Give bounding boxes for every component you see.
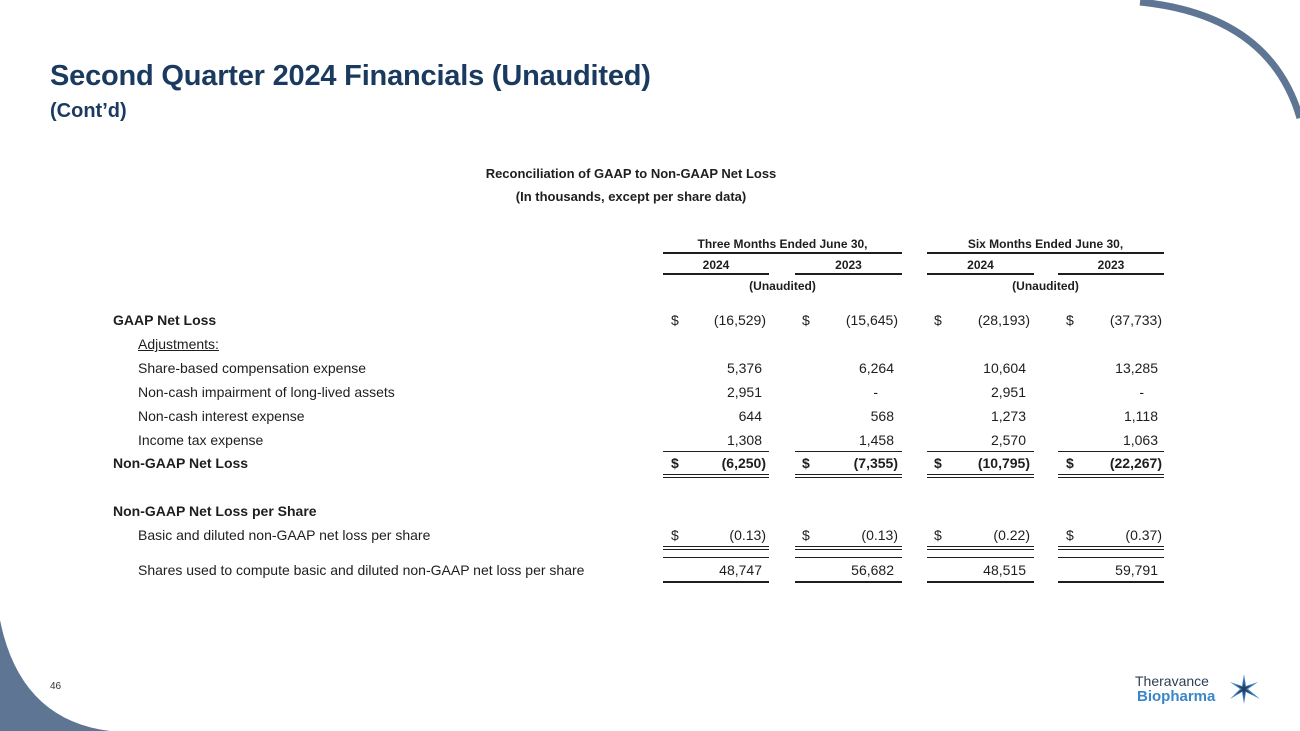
year-header: 2024 [967, 258, 994, 272]
cell-value: 2,951 [990, 384, 1026, 400]
cell-value: 48,515 [983, 562, 1026, 578]
currency-symbol: $ [671, 312, 679, 328]
table-row [0, 360, 1300, 378]
star-burst-icon [1227, 673, 1261, 705]
total-double-line [1058, 546, 1164, 547]
cell-value: - [873, 384, 878, 400]
divider [1058, 273, 1164, 275]
table-row [0, 527, 1300, 545]
currency-symbol: $ [1066, 455, 1074, 471]
page-subtitle: (Cont’d) [50, 100, 127, 122]
cell-value: 1,118 [1124, 408, 1158, 424]
period-header-three-months: Three Months Ended June 30, [697, 237, 868, 251]
period-header-six-months: Six Months Ended June 30, [967, 237, 1124, 251]
divider [795, 273, 902, 275]
year-header: 2024 [702, 258, 730, 272]
total-double-line [663, 477, 769, 478]
bottom-line [663, 581, 769, 583]
cell-value: 59,791 [1115, 562, 1158, 578]
top-line [927, 557, 1034, 558]
cell-value: (0.13) [861, 527, 898, 543]
cell-value: (6,250) [721, 455, 766, 471]
unaudited-label: (Unaudited) [749, 279, 816, 293]
cell-value: 2,951 [726, 384, 762, 400]
cell-value: (7,355) [853, 455, 898, 471]
table-row [0, 562, 1300, 580]
table-row [0, 384, 1300, 402]
total-double-line [795, 477, 902, 478]
divider [663, 273, 769, 275]
cell-value: 56,682 [851, 562, 894, 578]
row-label: Shares used to compute basic and diluted non-GAAP net loss per share [138, 562, 585, 578]
row-label: Income tax expense [138, 432, 264, 448]
cell-value: 1,063 [1122, 432, 1158, 448]
total-double-line [663, 549, 769, 550]
currency-symbol: $ [934, 312, 942, 328]
total-double-line [1058, 477, 1164, 478]
cell-value: 5,376 [726, 360, 762, 376]
table-row [0, 455, 1300, 473]
currency-symbol: $ [671, 455, 679, 471]
corner-arc-top-right [1120, 0, 1300, 120]
row-label: Share-based compensation expense [138, 360, 367, 376]
cell-value: 1,458 [858, 432, 894, 448]
table-row [0, 312, 1300, 330]
total-double-line [1058, 549, 1164, 550]
cell-value: (0.13) [729, 527, 766, 543]
total-double-line [795, 546, 902, 547]
row-label: Basic and diluted non-GAAP net loss per share [138, 527, 431, 543]
cell-value: 1,308 [726, 432, 762, 448]
divider [663, 252, 902, 254]
cell-value: 48,747 [719, 562, 762, 578]
year-header: 2023 [1097, 258, 1125, 272]
top-line [795, 557, 902, 558]
total-double-line [795, 549, 902, 550]
row-label: Non-cash impairment of long-lived assets [138, 384, 395, 400]
table-row [0, 408, 1300, 426]
cell-value: (0.22) [993, 527, 1030, 543]
company-logo [1135, 673, 1265, 707]
cell-value: (16,529) [713, 312, 766, 328]
cell-value: 6,264 [858, 360, 894, 376]
cell-value: 1,273 [990, 408, 1026, 424]
currency-symbol: $ [934, 527, 942, 543]
total-double-line [1058, 474, 1164, 475]
cell-value: (15,645) [845, 312, 898, 328]
table-row [0, 503, 1300, 521]
currency-symbol: $ [934, 455, 942, 471]
currency-symbol: $ [671, 527, 679, 543]
row-label: Non-GAAP Net Loss per Share [113, 503, 317, 519]
cell-value: 644 [738, 408, 762, 424]
cell-value: - [1139, 384, 1144, 400]
bottom-line [927, 581, 1034, 583]
cell-value: 568 [870, 408, 894, 424]
currency-symbol: $ [802, 312, 810, 328]
subtotal-line [927, 451, 1034, 452]
row-label: Adjustments: [138, 336, 219, 352]
subtotal-line [663, 451, 769, 452]
page-title: Second Quarter 2024 Financials (Unaudited) [50, 60, 651, 92]
cell-value: (28,193) [977, 312, 1030, 328]
cell-value: 2,570 [990, 432, 1026, 448]
currency-symbol: $ [802, 527, 810, 543]
top-line [663, 557, 769, 558]
total-double-line [663, 474, 769, 475]
table-subtitle: (In thousands, except per share data) [515, 189, 747, 204]
top-line [1058, 557, 1164, 558]
table-row [0, 432, 1300, 450]
cell-value: 10,604 [983, 360, 1026, 376]
divider [927, 252, 1164, 254]
total-double-line [795, 474, 902, 475]
total-double-line [927, 474, 1034, 475]
row-label: Non-GAAP Net Loss [113, 455, 249, 471]
cell-value: (22,267) [1109, 455, 1162, 471]
total-double-line [927, 549, 1034, 550]
divider [927, 273, 1034, 275]
cell-value: (10,795) [977, 455, 1030, 471]
currency-symbol: $ [1066, 527, 1074, 543]
table-title: Reconciliation of GAAP to Non-GAAP Net Loss [485, 166, 777, 181]
page-number: 46 [50, 681, 62, 692]
total-double-line [663, 546, 769, 547]
bottom-line [1058, 581, 1164, 583]
cell-value: (0.37) [1125, 527, 1162, 543]
cell-value: (37,733) [1109, 312, 1162, 328]
row-label: GAAP Net Loss [113, 312, 217, 328]
year-header: 2023 [835, 258, 862, 272]
currency-symbol: $ [1066, 312, 1074, 328]
total-double-line [927, 477, 1034, 478]
subtotal-line [795, 451, 902, 452]
row-label: Non-cash interest expense [138, 408, 305, 424]
unaudited-label: (Unaudited) [1012, 279, 1079, 293]
logo-text-line2: Biopharma [1137, 688, 1216, 705]
logo-text-line1: Theravance [1135, 673, 1209, 689]
table-row [0, 336, 1300, 354]
cell-value: 13,285 [1115, 360, 1158, 376]
currency-symbol: $ [802, 455, 810, 471]
bottom-line [795, 581, 902, 583]
subtotal-line [1058, 451, 1164, 452]
corner-wedge-bottom-left [0, 620, 120, 731]
total-double-line [927, 546, 1034, 547]
